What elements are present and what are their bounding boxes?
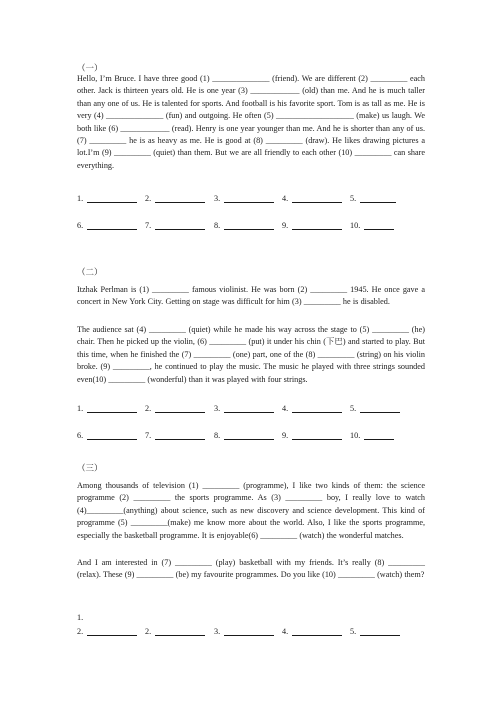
- answer-blank[interactable]: [224, 626, 274, 636]
- section-3-heading: （三）: [77, 463, 103, 473]
- answer-label: 2.: [145, 404, 152, 413]
- answer-label: 2.: [145, 627, 152, 636]
- answer-blank[interactable]: [364, 430, 394, 440]
- section-3-paragraph-2: And I am interested in (7) _________ (play) basketball with my friends. It’s really (8) _________ (relax). These (9) _________ (be) my favourite programmes. Do you like (10) _________ (watch) them?: [77, 558, 425, 580]
- answer-blank[interactable]: [155, 403, 205, 413]
- answer-label: 10.: [350, 221, 361, 230]
- answer-label: 6.: [77, 431, 84, 440]
- answer-blank[interactable]: [224, 430, 274, 440]
- answer-blank[interactable]: [87, 220, 137, 230]
- section-2-paragraph-2: The audience sat (4) _________ (quiet) while he made his way across the stage to (5) _________ (he) chair. Then he picked up the violin, (6) _________ (put) it under his chin (下巴) and started to play. But this time, when he finished the (7) _________ (one) part, one of the (8) _________ (string) on his violin broke. (9) _________, he continued to play the music. The music he played with three strings sounded even(10) _________ (wonderful) than it was played with four strings.: [77, 325, 425, 384]
- section-2-paragraph-1: Itzhak Perlman is (1) _________ famous violinist. He was born (2) _________ 1945. He once gave a concert in New York City. Getting on stage was difficult for him (3) _________ he is disabled.: [77, 285, 425, 307]
- answer-label: 1.: [77, 404, 84, 413]
- answer-blank[interactable]: [292, 220, 342, 230]
- answer-label: 3.: [214, 404, 221, 413]
- answer-blank[interactable]: [292, 626, 342, 636]
- answer-blank[interactable]: [155, 430, 205, 440]
- section-2-heading: （二）: [77, 267, 103, 277]
- section-3-answer-1-label: 1.: [77, 613, 84, 622]
- section-2-answer-row-2: [77, 430, 427, 442]
- answer-label: 3.: [214, 627, 221, 636]
- answer-label: 2.: [77, 627, 84, 636]
- answer-label: 5.: [350, 194, 357, 203]
- answer-blank[interactable]: [87, 626, 137, 636]
- section-1-heading: （一）: [77, 63, 103, 73]
- answer-blank[interactable]: [224, 403, 274, 413]
- answer-label: 8.: [214, 431, 221, 440]
- answer-blank[interactable]: [292, 403, 342, 413]
- answer-label: 5.: [350, 627, 357, 636]
- answer-label: 4.: [282, 194, 289, 203]
- answer-label: 10.: [350, 431, 361, 440]
- answer-blank[interactable]: [155, 626, 205, 636]
- answer-label: 5.: [350, 404, 357, 413]
- answer-label: 6.: [77, 221, 84, 230]
- answer-label: 3.: [214, 194, 221, 203]
- answer-blank[interactable]: [87, 193, 137, 203]
- answer-blank[interactable]: [224, 220, 274, 230]
- section-2-answer-row-1: [77, 403, 427, 415]
- section-3-paragraph-1: Among thousands of television (1) _________ (programme), I like two kinds of them: the science programme (2) _________ the sports programme. As (3) _________ boy, I really love to watch (4)_________(anything) about science, such as new discovery and science development. This kind of programme (5) _________(make) me know more about the world. Also, I like the sports programme, especially the basketball programme. It is enjoyable(6) _________ (watch) the wonderful matches.: [77, 481, 425, 540]
- answer-label: 8.: [214, 221, 221, 230]
- answer-blank[interactable]: [360, 403, 400, 413]
- answer-blank[interactable]: [87, 403, 137, 413]
- section-1-answer-row-2: [77, 220, 427, 232]
- answer-label: 2.: [145, 194, 152, 203]
- answer-label: 1.: [77, 194, 84, 203]
- answer-label: 7.: [145, 221, 152, 230]
- answer-label: 9.: [282, 221, 289, 230]
- answer-label: 4.: [282, 404, 289, 413]
- answer-blank[interactable]: [360, 626, 400, 636]
- answer-blank[interactable]: [155, 193, 205, 203]
- answer-label: 7.: [145, 431, 152, 440]
- answer-blank[interactable]: [224, 193, 274, 203]
- answer-label: 9.: [282, 431, 289, 440]
- answer-blank[interactable]: [292, 430, 342, 440]
- section-1-answer-row-1: [77, 193, 427, 205]
- section-3-answer-row-1: [77, 626, 427, 638]
- section-1-paragraph: Hello, I’m Bruce. I have three good (1) ______________ (friend). We are different (2) _________ each other. Jack is thirteen years old. He is one year (3) ____________ (old) than me. And he is much taller than any one of us. He is talented for sports. And football is his favorite sport. Tom is as tall as me. He is very (4) ______________ (fun) and outgoing. He often (5) ___________________ (make) us laugh. We both like (6) ____________ (read). Henry is one year younger than me. And he is shorter than any of us. (7) _________ he is as heavy as me. He is good at (8) _________ (draw). He likes drawing pictures a lot.I’m (9) _________ (quiet) than them. But we are all friendly to each other (10) _________ can share everything.: [77, 74, 425, 170]
- answer-blank[interactable]: [360, 193, 396, 203]
- answer-blank[interactable]: [292, 193, 342, 203]
- answer-blank[interactable]: [364, 220, 394, 230]
- answer-label: 4.: [282, 627, 289, 636]
- answer-blank[interactable]: [87, 430, 137, 440]
- answer-blank[interactable]: [155, 220, 205, 230]
